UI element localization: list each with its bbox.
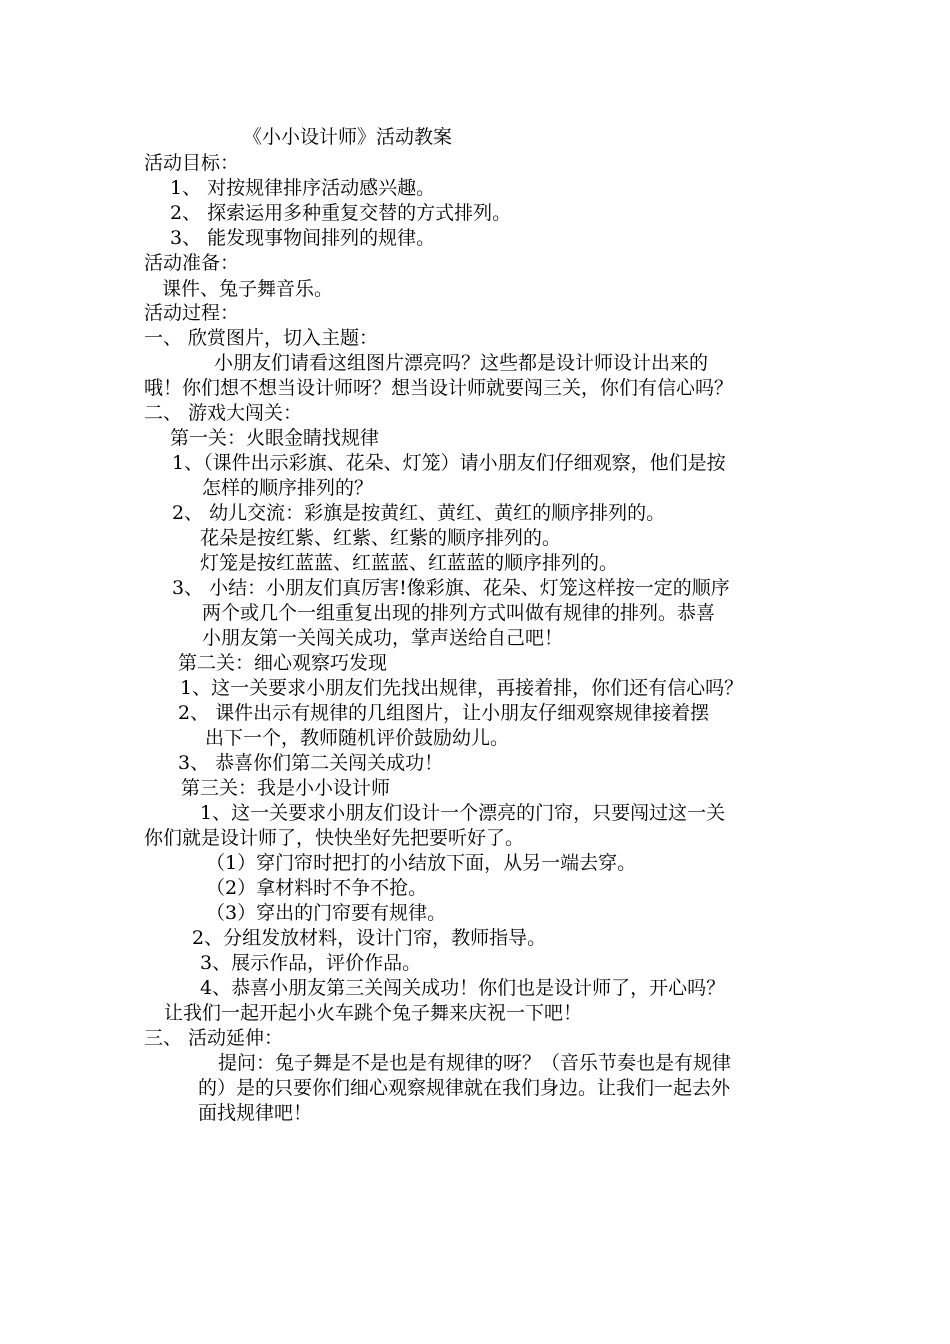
part3-text-line: 面找规律吧！: [198, 1102, 313, 1124]
level3-item: 2、分组发放材料，设计门帘，教师指导。: [192, 927, 547, 949]
level2-item: 2、 课件出示有规律的几组图片，让小朋友仔细观察规律接着摆: [178, 702, 710, 724]
level1-item: 3、 小结：小朋友们真厉害!像彩旗、花朵、灯笼这样按一定的顺序: [172, 577, 730, 599]
level3-item: 1、这一关要求小朋友们设计一个漂亮的门帘，只要闯过这一关: [200, 802, 726, 824]
document-title: 《小小设计师》活动教案: [243, 126, 453, 148]
level3-item-continued: 让我们一起开起小火车跳个兔子舞来庆祝一下吧！: [164, 1002, 583, 1024]
part1-text-line: 哦！你们想不想当设计师呀？想当设计师就要闯三关，你们有信心吗？: [144, 377, 734, 399]
part3-text-line: 的）是的只要你们细心观察规律就在我们身边。让我们一起去外: [198, 1077, 731, 1099]
level3-subitem: （2）拿材料时不争不抢。: [206, 877, 428, 899]
level1-heading: 第一关：火眼金睛找规律: [170, 427, 380, 449]
level2-item: 3、 恭喜你们第二关闯关成功！: [178, 752, 444, 774]
level3-item: 4、恭喜小朋友第三关闯关成功！你们也是设计师了，开心吗？: [200, 977, 726, 999]
level3-subitem: （1）穿门帘时把打的小结放下面，从另一端去穿。: [206, 852, 637, 874]
level3-item-continued: 你们就是设计师了，快快坐好先把要听好了。: [144, 827, 525, 849]
part1-heading: 一、 欣赏图片，切入主题：: [144, 327, 379, 349]
level3-item: 3、展示作品，评价作品。: [200, 952, 422, 974]
level1-item-continued: 花朵是按红紫、红紫、红紫的顺序排列的。: [200, 527, 562, 549]
level1-item-continued: 小朋友第一关闯关成功，掌声送给自己吧！: [202, 627, 564, 649]
part3-text-line: 提问：兔子舞是不是也是有规律的呀？（音乐节奏也是有规律: [218, 1052, 732, 1074]
level1-item-continued: 两个或几个一组重复出现的排列方式叫做有规律的排列。恭喜: [202, 602, 716, 624]
part3-heading: 三、 活动延伸：: [144, 1027, 284, 1049]
level3-subitem: （3）穿出的门帘要有规律。: [206, 902, 447, 924]
level2-heading: 第二关：细心观察巧发现: [178, 652, 388, 674]
level1-item-continued: 灯笼是按红蓝蓝、红蓝蓝、红蓝蓝的顺序排列的。: [200, 552, 619, 574]
level2-item: 1、这一关要求小朋友们先找出规律，再接着排，你们还有信心吗？: [180, 677, 744, 699]
part2-heading: 二、 游戏大闯关：: [144, 402, 303, 424]
level3-heading: 第三关：我是小小设计师: [181, 777, 391, 799]
prep-text: 课件、兔子舞音乐。: [162, 278, 334, 300]
level2-item-continued: 出下一个，教师随机评价鼓励幼儿。: [205, 727, 510, 749]
level1-item: 1、（课件出示彩旗、花朵、灯笼）请小朋友们仔细观察，他们是按: [172, 452, 726, 474]
goals-heading: 活动目标：: [144, 152, 240, 174]
prep-heading: 活动准备：: [144, 252, 240, 274]
goal-item: 1、 对按规律排序活动感兴趣。: [170, 177, 436, 199]
level1-item-continued: 怎样的顺序排列的？: [202, 477, 374, 499]
process-heading: 活动过程：: [144, 302, 240, 324]
level1-item: 2、 幼儿交流：彩旗是按黄红、黄红、黄红的顺序排列的。: [172, 502, 666, 524]
goal-item: 2、 探索运用多种重复交替的方式排列。: [170, 202, 512, 224]
goal-item: 3、 能发现事物间排列的规律。: [170, 227, 436, 249]
part1-text-line: 小朋友们请看这组图片漂亮吗？这些都是设计师设计出来的: [214, 352, 709, 374]
